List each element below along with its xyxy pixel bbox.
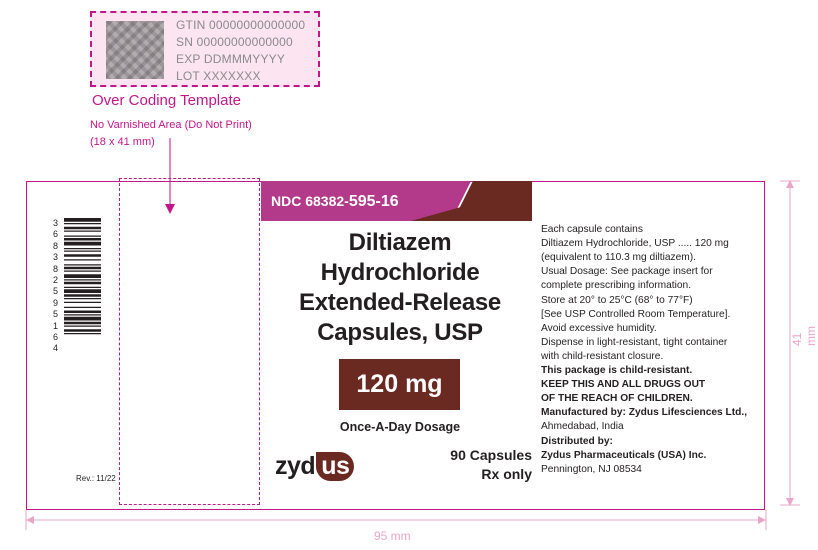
- barcode-bar: [64, 231, 101, 232]
- barcode-bar: [64, 254, 101, 257]
- barcode-bar: [64, 317, 101, 321]
- barcode-digit: 3: [53, 218, 59, 228]
- barcode-bar: [64, 236, 101, 237]
- info-line: complete prescribing information.: [541, 280, 692, 292]
- no-varnish-area: [119, 178, 260, 505]
- dosage-frequency: Once-A-Day Dosage: [339, 420, 461, 434]
- product-title-line-4: Capsules, USP: [317, 319, 483, 346]
- barcode-digit: 3: [53, 252, 59, 263]
- barcode-digit: 9: [53, 297, 59, 308]
- no-varnish-size: (18 x 41 mm): [90, 136, 155, 148]
- barcode-bar: [64, 322, 101, 325]
- zydus-logo: [275, 452, 354, 481]
- ndc-product-code: 595-16: [348, 193, 399, 210]
- barcode-bar: [64, 302, 101, 303]
- barcode-bar: [64, 282, 101, 285]
- barcode-bar: [64, 274, 101, 278]
- barcode-digit: 8: [53, 240, 59, 251]
- info-line: Manufactured by: Zydus Lifesciences Ltd.,: [541, 407, 748, 419]
- over-coding-title: Over Coding Template: [92, 92, 241, 109]
- product-title-line-3: Extended-Release: [299, 289, 501, 316]
- rx-only: Rx only: [481, 466, 532, 482]
- width-dimension-line: [24, 510, 769, 530]
- barcode-bar: [64, 242, 101, 246]
- lot-line: LOT XXXXXXX: [176, 69, 261, 83]
- barcode-bar: [64, 238, 101, 241]
- info-line: (equivalent to 110.3 mg diltiazem).: [541, 252, 696, 264]
- barcode-bar: [64, 314, 101, 315]
- barcode-digit: 6: [53, 332, 59, 343]
- barcode-bar: [64, 287, 101, 288]
- barcode-bar: [64, 307, 101, 308]
- info-line: Distributed by:: [541, 435, 613, 447]
- info-line: Store at 20° to 25°C (68° to 77°F): [541, 294, 693, 306]
- strength-badge: 120 mg: [339, 359, 460, 410]
- width-dimension-label: 95 mm: [374, 529, 411, 543]
- expiry-line: EXP DDMMMYYYY: [176, 52, 286, 66]
- info-line: Ahmedabad, India: [541, 421, 624, 433]
- info-line: Avoid excessive humidity.: [541, 322, 657, 334]
- barcode: [64, 218, 101, 371]
- height-dimension-label: 41 mm: [790, 326, 818, 346]
- barcode-bar: [64, 326, 101, 327]
- barcode-digits: [53, 218, 63, 355]
- barcode-bar: [64, 298, 101, 299]
- qr-code-placeholder: [106, 21, 164, 79]
- info-line: Usual Dosage: See package insert for: [541, 266, 713, 278]
- over-coding-box: [90, 11, 320, 87]
- barcode-bar: [64, 294, 101, 297]
- info-line: Dispense in light-resistant, tight container: [541, 336, 728, 348]
- ndc-number: [271, 193, 399, 211]
- barcode-digit: 8: [53, 263, 59, 274]
- barcode-bar: [64, 333, 101, 334]
- info-line: Pennington, NJ 08534: [541, 463, 642, 475]
- barcode-digit: 5: [53, 286, 59, 297]
- info-line: Diltiazem Hydrochloride, USP ..... 120 mg: [541, 238, 729, 250]
- barcode-bar: [64, 329, 101, 332]
- barcode-bar: [64, 223, 101, 224]
- ndc-prefix: NDC 68382-: [271, 193, 349, 209]
- logo-accent: us: [316, 452, 354, 481]
- logo-text: zyd: [275, 452, 316, 480]
- info-line: KEEP THIS AND ALL DRUGS OUT: [541, 379, 706, 391]
- barcode-bar: [64, 227, 101, 230]
- info-line: [See USP Controlled Room Temperature].: [541, 308, 731, 320]
- info-line: Zydus Pharmaceuticals (USA) Inc.: [541, 449, 707, 461]
- barcode-bar: [64, 289, 101, 293]
- barcode-bar: [64, 248, 101, 249]
- gtin-line: GTIN 00000000000000: [176, 18, 306, 32]
- package-count-block: [420, 446, 532, 484]
- info-line: Each capsule contains: [541, 224, 643, 235]
- barcode-bar: [64, 259, 101, 260]
- serial-line: SN 00000000000000: [176, 35, 293, 49]
- barcode-bar: [64, 311, 101, 314]
- product-title-line-1: Diltiazem: [348, 229, 452, 256]
- barcode-bar: [64, 279, 101, 280]
- barcode-bar: [64, 271, 101, 272]
- barcode-digit: 5: [53, 309, 59, 320]
- barcode-bar: [64, 251, 101, 252]
- barcode-bar: [64, 267, 101, 270]
- barcode-bar: [64, 264, 101, 265]
- no-varnish-note: No Varnished Area (Do Not Print): [90, 119, 252, 131]
- product-title-line-2: Hydrochloride: [320, 259, 480, 286]
- barcode-digit: 2: [53, 275, 59, 286]
- info-line: This package is child-resistant.: [541, 365, 693, 376]
- info-line: OF THE REACH OF CHILDREN.: [541, 393, 693, 405]
- info-line: with child-resistant closure.: [541, 350, 664, 362]
- barcode-bar: [64, 218, 101, 222]
- barcode-digit: 6: [53, 229, 59, 240]
- barcode-digit: 4: [53, 343, 59, 354]
- capsule-count: 90 Capsules: [450, 447, 532, 463]
- revision-note: Rev.: 11/22: [76, 474, 116, 483]
- barcode-digit: 1: [53, 320, 59, 331]
